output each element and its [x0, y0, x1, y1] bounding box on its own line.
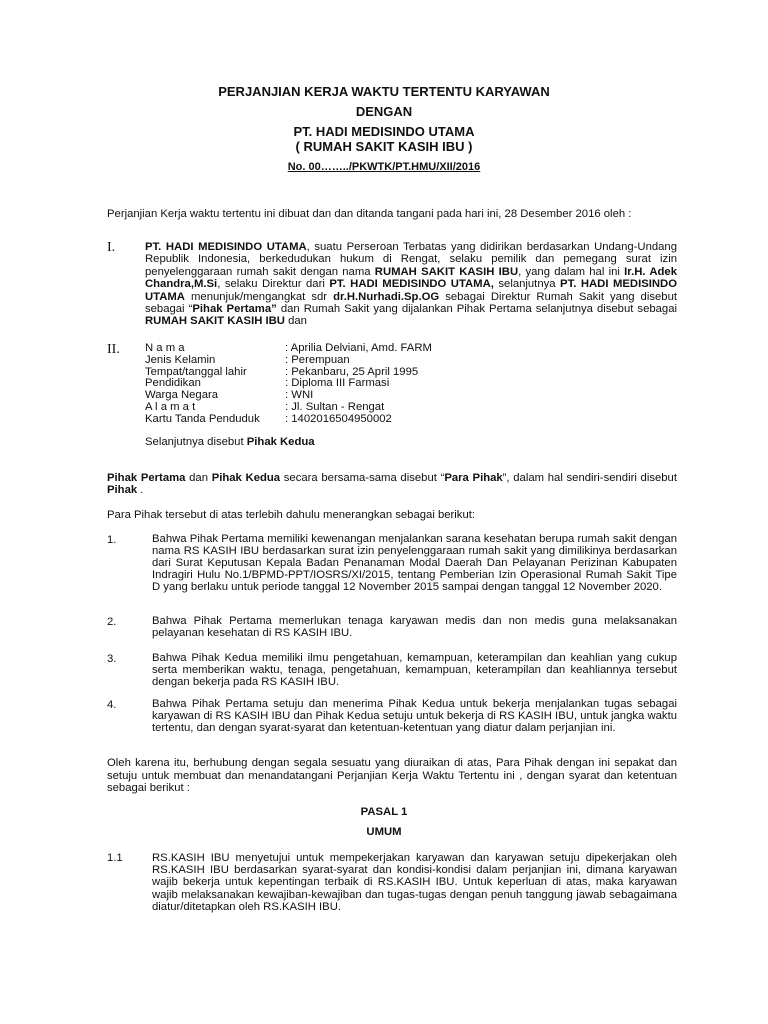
list-item: Bahwa Pihak Kedua memiliki ilmu pengetahuan, kemampuan, keterampilan dan keahlian yang cukup serta memberikan waktu, tenaga, pengetahuan, kemampuan, keterampilan dan keahliannya tersebut dengan bekerja pada RS KASIH IBU.: [152, 652, 677, 688]
document-title: PERJANJIAN KERJA WAKTU TERTENTU KARYAWAN: [218, 84, 550, 99]
list-item-number: 3.: [107, 653, 117, 665]
text: ”, dalam hal sendiri-sendiri disebut: [502, 472, 677, 484]
clause-text: RS.KASIH IBU menyetujui untuk mempekerjakan karyawan dan karyawan setuju dipekerjakan oleh RS.KASIH IBU berdasarkan syarat-syarat dan kondisi-kondisi dalam perjanjian ini, dimana karyawan wajib bekerja untuk kepentingan terbaik di RS.KASIH IBU. Untuk keperluan di atas, maka karyawan wajib melaksanakan kewajiban-kewajiban dan tugas-tugas dengan penuh tanggung jawab sebagaimana diatur/ditetapkan oleh RS.KASIH IBU.: [152, 852, 677, 913]
identity-label: Kartu Tanda Penduduk: [145, 412, 260, 425]
company-name: PT. HADI MEDISINDO UTAMA: [293, 124, 475, 139]
para-pihak-paragraph: [107, 472, 677, 497]
section-marker-ii: II.: [107, 342, 120, 357]
document-number: No. 00……../PKWTK/PT.HMU/XII/2016: [287, 161, 481, 173]
bold-text: Para Pihak: [444, 472, 503, 484]
bold-text: PT. HADI MEDISINDO UTAMA: [145, 241, 307, 253]
list-item-number: 2.: [107, 616, 117, 628]
identity-value: : Jl. Sultan - Rengat: [285, 400, 385, 413]
text: menunjuk/mengangkat sdr: [184, 290, 334, 303]
bold-text: Pihak: [107, 484, 138, 497]
bold-text: Pihak Kedua: [246, 436, 315, 448]
bold-text: RUMAH SAKIT KASIH IBU: [145, 315, 285, 328]
bold-text: PT. HADI MEDISINDO UTAMA,: [329, 278, 494, 291]
list-item-number: 4.: [107, 699, 117, 711]
text: dan: [185, 472, 212, 484]
intro-paragraph: Perjanjian Kerja waktu tertentu ini dibuat dan dan ditanda tangani pada hari ini, 28 Desember 2016 oleh :: [107, 208, 632, 220]
pasal-heading: PASAL 1: [360, 806, 408, 818]
identity-row: [145, 402, 432, 414]
identity-value: : Diploma III Farmasi: [285, 377, 390, 390]
identity-row: [145, 355, 432, 367]
text: selanjutnya: [493, 278, 561, 291]
identity-value: : Aprilia Delviani, Amd. FARM: [285, 342, 432, 354]
text: dan: [284, 315, 307, 328]
text: Selanjutnya disebut: [145, 436, 247, 448]
bold-text: Ir.H. Adek Chandra,M.Si: [145, 265, 677, 291]
text: sebagai Direktur Rumah Sakit yang disebut sebagai “: [145, 290, 677, 316]
identity-label: Tempat/tanggal lahir: [145, 365, 247, 378]
identity-label: Pendidikan: [145, 377, 201, 390]
identity-table: [145, 343, 432, 426]
selanjutnya-line: [145, 436, 315, 448]
tersebut-paragraph: Para Pihak tersebut di atas terlebih dahulu menerangkan sebagai berikut:: [107, 509, 476, 521]
identity-label: Jenis Kelamin: [145, 353, 216, 366]
section-i-paragraph: [145, 241, 677, 328]
umum-heading: UMUM: [366, 826, 402, 838]
text: , selaku Direktur dari: [217, 278, 330, 291]
bold-text: dr.H.Nurhadi.Sp.OG: [333, 290, 440, 303]
hospital-name: ( RUMAH SAKIT KASIH IBU ): [295, 139, 473, 154]
text: .: [137, 484, 144, 497]
identity-label: Warga Negara: [145, 389, 219, 402]
bold-text: Pihak Pertama”: [192, 303, 277, 316]
section-marker-i: I.: [107, 240, 116, 255]
text: , yang dalam hal ini: [518, 265, 625, 278]
list-item: Bahwa Pihak Pertama memerlukan tenaga karyawan medis dan non medis guna melaksanakan pelayanan kesehatan di RS KASIH IBU.: [152, 615, 677, 639]
identity-row: [145, 414, 432, 426]
identity-label: N a m a: [145, 342, 185, 354]
bold-text: RUMAH SAKIT KASIH IBU: [374, 265, 519, 278]
identity-value: : Pekanbaru, 25 April 1995: [285, 365, 419, 378]
identity-label: A l a m a t: [145, 400, 196, 413]
list-item-number: 1.: [107, 534, 117, 546]
text: secara bersama-sama disebut “: [280, 472, 445, 484]
identity-value: : 1402016504950002: [285, 412, 392, 425]
text: dan Rumah Sakit yang dijalankan Pihak Pertama selanjutnya disebut sebagai: [276, 303, 677, 316]
clause-number: 1.1: [107, 852, 123, 864]
bold-text: Pihak Pertama: [107, 472, 186, 484]
bold-text: Pihak Kedua: [211, 472, 281, 484]
closing-paragraph: Oleh karena itu, berhubung dengan segala sesuatu yang diuraikan di atas, Para Pihak dengan ini sepakat dan setuju untuk membuat dan menandatangani Perjanjian Kerja Waktu Tertentu ini , dengan syarat dan ketentuan sebagai berikut :: [107, 757, 677, 795]
list-item: Bahwa Pihak Pertama setuju dan menerima Pihak Kedua untuk bekerja menjalankan tugas sebagai karyawan di RS KASIH IBU dan Pihak Kedua setuju untuk bekerja di RS KASIH IBU, untuk jangka waktu tertentu, dan dengan syarat-syarat dan ketentuan-ketentuan yang diatur dalam perjanjian ini.: [152, 698, 677, 734]
bold-text: PT. HADI MEDISINDO UTAMA: [145, 278, 677, 303]
identity-value: : WNI: [285, 389, 314, 402]
text: , suatu Perseroan Terbatas yang didirikan berdasarkan Undang-Undang Republik Indonesia, berkedudukan hukum di Rengat, selaku pemilik dan pemegang surat izin penyelenggaraan rumah sakit dengan nama: [145, 241, 677, 278]
list-item: Bahwa Pihak Pertama memiliki kewenangan menjalankan sarana kesehatan berupa rumah sakit dengan nama RS KASIH IBU berdasarkan surat izin penyelenggaraan rumah sakit yang dimilikinya berdasarkan dari Surat Keputusan Kepala Badan Penanaman Modal Daerah Dan Pelayanan Perizinan Kabupaten Indragiri Hulu No.1/BPMD-PPT/IOSRS/XI/2015, tentang Pemberian Izin Operasional Rumah Sakit Tipe D yang berlaku untuk periode tanggal 12 November 2015 sampai dengan tanggal 12 November 2020.: [152, 533, 677, 593]
identity-value: : Perempuan: [285, 353, 350, 366]
dengan-label: DENGAN: [355, 104, 413, 119]
